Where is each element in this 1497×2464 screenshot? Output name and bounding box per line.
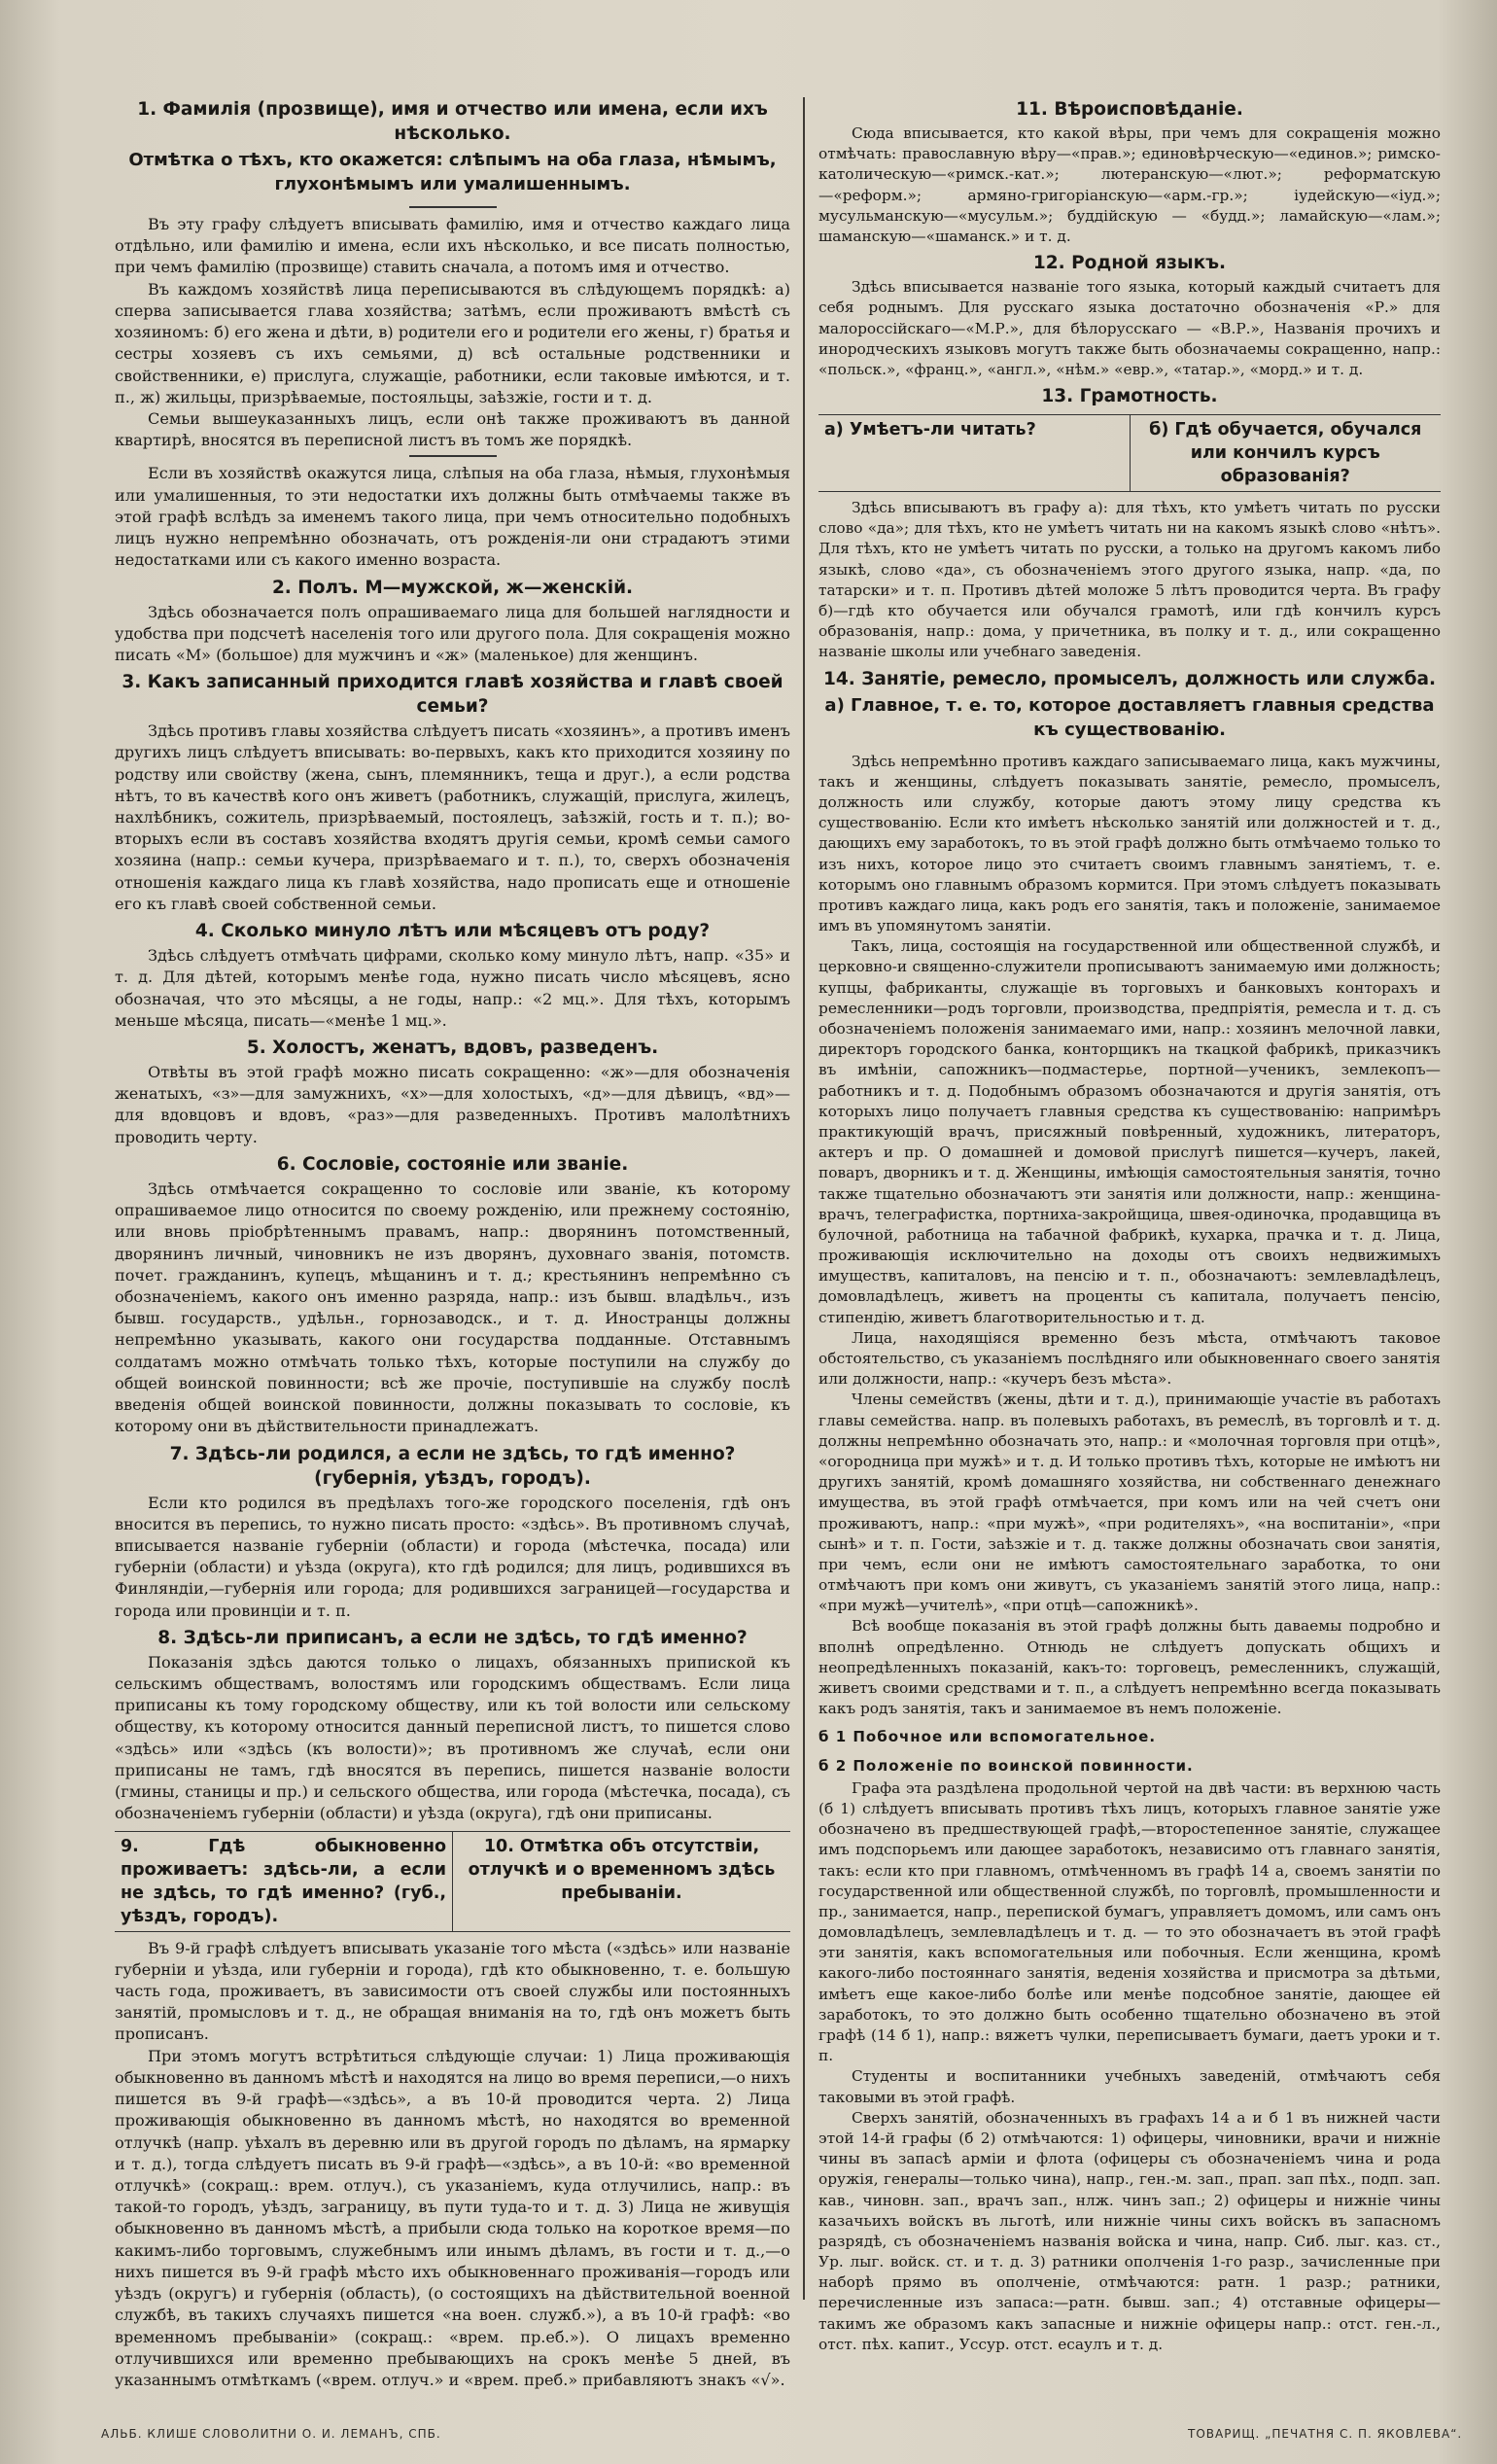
paragraph: Здѣсь вписывается названіе того языка, который каждый считаетъ для себя роднымъ. Для русскаго языка достаточно обозначенія «Р.» для малороссійскаго—«М.Р.», для бѣлорусскаго — «В.Р.», Названія прочихъ и инородческихъ языковъ могутъ также быть обозначаемы сокращенно, напр.: «польск.», «франц.», «англ.», «нѣм.» «евр.», «татар.», «морд.» и т. д. <box>818 278 1441 378</box>
section-14-title: 14. Занятіе, ремесло, промыселъ, должность или служба. <box>822 668 1436 689</box>
section-13b-title: б) Гдѣ обучается, обучался или кончилъ курсъ образованія? <box>1130 415 1442 491</box>
section-14b2-title: б 2 Положеніе по воинской повинности. <box>818 1756 1194 1775</box>
paragraph: Показанія здѣсь даются только о лицахъ, обязанныхъ припиской къ сельскимъ обществамъ, волостямъ или городскимъ обществамъ. Если лица приписаны къ тому городскому обществу, или къ той волости или сельскому обществу, къ которому относится данный переписной листъ, то пишется слово «здѣсь» или «здѣсь (къ волости)»; въ противномъ же случаѣ, если они приписаны не тамъ, гдѣ вносятся въ перепись, пишется названіе волости (гмины, станицы и пр.) и сельского общества, или города (мѣстечка, посада), съ обозначеніемъ губерніи (области) и уѣзда (округа), гдѣ они приписаны. <box>115 1652 790 1823</box>
paragraph: Такъ, лица, состоящія на государственной или общественной службѣ, и церковно-и священно-служители прописываютъ занимаемую ими должность; купцы, фабриканты, служащіе въ торговыхъ и банковыхъ конторахъ и ремесленники—родъ торговли, производства, предпріятія, ремесла и т. д. съ обозначеніемъ положенія занимаемаго ими, напр.: хозяинъ мелочной лавки, директоръ городского банка, конторщикъ на ткацкой фабрикѣ, приказчикъ въ имѣніи, сапожникъ—подмастерье, портной—ученикъ, землекопъ—работникъ и т. д. Подобнымъ образомъ обозначаются и другія занятія, отъ которыхъ лицо получаетъ главныя средства къ существованію: напримѣръ практикующій врачъ, присяжный повѣренный, художникъ, литераторъ, актеръ и пр. О домашней и домовой прислугѣ пишется—кучеръ, лакей, поваръ, дворникъ и т. д. Женщины, имѣющія самостоятельныя занятія, точно также тщательно обозначаютъ эти занятія или должности, напр.: женщина-врачъ, телеграфистка, портниха-закройщица, швея-одиночка, продавщица въ булочной, работница на табачной фабрикѣ, кухарка, прачка и т. д. Лица, проживающія исключительно на доходы отъ своихъ недвижимыхъ имуществъ, капиталовъ, на пенсію и т. п., обозначаютъ: землевладѣлецъ, домовладѣлецъ, живетъ на проценты съ капитала, получаетъ пенсію, стипендію, живетъ благотворительностью и т. д. <box>818 937 1441 1326</box>
section-1-subtitle: Отмѣтка о тѣхъ, кто окажется: слѣпымъ на оба глаза, нѣмымъ, глухонѣмымъ или умалишеннымъ. <box>128 150 777 194</box>
paragraph: Здѣсь вписываютъ въ графу а): для тѣхъ, кто умѣетъ читать по русски слово «да»; для тѣхъ, кто не умѣетъ читать ни на какомъ языкѣ слово «нѣтъ». Для тѣхъ, кто не умѣетъ читать по русски, а только на другомъ какомъ либо языкѣ, слово «да», съ обозначеніемъ этого другого языка, напр. «да, по татарски» и т. п. Противъ дѣтей моложе 5 лѣтъ проводится черта. Въ графу б)—гдѣ кто обучается или обучался грамотѣ, или гдѣ кончилъ курсъ образованія, напр.: дома, у причетника, въ полку и т. д., или сокращенно названіе школы или учебнаго заведенія. <box>818 499 1441 661</box>
section-13-title: 13. Грамотность. <box>1041 386 1218 407</box>
section-14a-title: а) Главное, т. е. то, которое доставляетъ главныя средства къ существованію. <box>824 694 1435 740</box>
section-4-title: 4. Сколько минуло лѣтъ или мѣсяцевъ отъ роду? <box>194 921 711 942</box>
paragraph: Здѣсь непремѣнно противъ каждаго записываемаго лица, какъ мужчины, такъ и женщины, слѣдуетъ показывать занятіе, ремесло, промыселъ, должность или службу, которые даютъ этому лицу средства къ существованію. Если кто имѣетъ нѣсколько занятій или должностей и т. д., дающихъ ему заработокъ, то въ этой графѣ должно быть отмѣчаемо только то изъ нихъ, которое лицо это считаетъ своимъ главнымъ занятіемъ, т. е. которымъ оно главнымъ образомъ кормится. При этомъ слѣдуетъ показывать противъ каждаго лица, какъ родъ его занятія, такъ и положеніе, занимаемое имъ въ упомянутомъ занятіи. <box>818 752 1441 935</box>
paragraph: Члены семействъ (жены, дѣти и т. д.), принимающіе участіе въ работахъ главы семейства. напр. въ полевыхъ работахъ, въ ремеслѣ, въ торговлѣ и т. д. должны непремѣнно обозначать это, напр.: и «молочная торговля при отцѣ», «огородница при мужѣ» и т. д. И только противъ тѣхъ, которые не имѣютъ ни другихъ занятій, кромѣ домашняго хозяйства, ни собственнаго денежнаго имущества, въ этой графѣ отмѣчается, при комъ или на чей счетъ они проживаютъ, напр.: «при мужѣ», «при родителяхъ», «на воспитаніи», «при сынѣ» и т. п. Гости, заѣзжіе и т. д. также должны обозначать свои занятія, при чемъ, если они не имѣютъ самостоятельнаго заработка, то они отмѣчаютъ при комъ они живутъ, съ указаніемъ занятій этого лица, напр.: «при мужѣ—учителѣ», «при отцѣ—сапожникѣ». <box>818 1390 1441 1615</box>
paragraph: Здѣсь противъ главы хозяйства слѣдуетъ писать «хозяинъ», а противъ именъ другихъ лицъ слѣдуетъ вписывать: во-первыхъ, какъ кто приходится хозяину по родству или свойству (жена, сынъ, племянникъ, теща и друг.), а если родства нѣтъ, то въ качествѣ кого онъ живетъ (работникъ, служащій, прислуга, жилецъ, нахлѣбникъ, сожитель, призрѣваемый, постоялецъ, заѣзжій, гость и т. п.); во-вторыхъ если въ составъ хозяйства входятъ другія семьи, кромѣ семьи самого хозяина (напр.: семьи кучера, призрѣваемаго и т. п.), то, сверхъ обозначенія отношенія каждаго лица къ главѣ хозяйства, надо прописать еще и отношеніе его къ главѣ своей собственной семьи. <box>115 722 790 913</box>
section-8-title: 8. Здѣсь-ли приписанъ, а если не здѣсь, то гдѣ именно? <box>157 1627 748 1648</box>
section-2-title: 2. Полъ. М—мужской, ж—женскій. <box>271 577 634 598</box>
paragraph: Въ эту графу слѣдуетъ вписывать фамилію, имя и отчество каждаго лица отдѣльно, или фамилію и имена, если ихъ нѣсколько, и все писать полностью, при чемъ фамилію (прозвище) ставить сначала, а потомъ имя и отчество. <box>115 215 790 277</box>
paragraph: Если въ хозяйствѣ окажутся лица, слѣпыя на оба глаза, нѣмыя, глухонѣмыя или умалишенныя, то эти недостатки ихъ должны быть отмѣчаемы также въ этой графѣ вслѣдъ за именемъ такого лица, при чемъ относительно подобныхъ лицъ нужно непремѣнно обозначать, отъ рожденія-ли они страдаютъ этими недостатками или съ какого именно возраста. <box>115 464 790 570</box>
section-9-10-header <box>115 1831 790 1932</box>
divider-line <box>409 206 497 208</box>
section-13a-title: а) Умѣетъ-ли читать? <box>824 420 1036 440</box>
section-13-subheaders <box>818 414 1441 492</box>
paragraph: Если кто родился въ предѣлахъ того-же городского поселенія, гдѣ онъ вносится въ перепись, то нужно писать просто: «здѣсь». Въ противномъ случаѣ, вписывается названіе губерніи (области) и города (мѣстечка, посада) или губерніи (области) и уѣзда (округа), кто гдѣ родился; для лицъ, родившихся въ Финляндіи,—губернія или города; для родившихся заграницей—государства и города или провинціи и т. п. <box>115 1493 790 1620</box>
divider-line <box>409 455 497 457</box>
section-7-title: 7. Здѣсь-ли родился, а если не здѣсь, то гдѣ именно? (губернія, уѣздъ, городъ). <box>169 1443 736 1489</box>
section-10-title: 10. Отмѣтка объ отсутствіи, отлучкѣ и о временномъ здѣсь пребываніи. <box>452 1832 790 1931</box>
footer-left-imprint: АЛЬБ. КЛИШЕ СЛОВОЛИТНИ О. И. ЛЕМАНЪ, СПБ. <box>101 2427 441 2441</box>
section-3-title: 3. Какъ записанный приходится главѣ хозяйства и главѣ своей семьи? <box>122 672 783 718</box>
column-divider <box>803 97 805 2300</box>
section-6-title: 6. Сословіе, состояніе или званіе. <box>276 1153 629 1175</box>
paragraph: Графа эта раздѣлена продольной чертой на двѣ части: въ верхнюю часть (б 1) слѣдуетъ вписывать противъ тѣхъ лицъ, которыхъ главное занятіе уже обозначено въ предшествующей графѣ,—второстепенное занятіе, служащее имъ подспорьемъ или дающее заработокъ, независимо отъ главнаго занятія, такъ: если кто при главномъ, отмѣченномъ въ графѣ 14 а, своемъ занятіи по государственной или общественной службѣ, по торговлѣ, промышленности и пр., занимается, напр., перепиской бумагъ, управляетъ домомъ, или самъ онъ домовладѣлецъ, землевладѣлецъ и т. д. — то это обозначаетъ въ этой графѣ эти занятія, какъ вспомогательныя или побочныя. Если женщина, кромѣ какого-либо постояннаго занятія, веденія хозяйства и присмотра за дѣтьми, имѣетъ еще какое-либо болѣе или менѣе подсобное занятіе, дающее ей заработокъ, то это должно быть особенно тщательно обозначено въ этой графѣ (14 б 1), напр.: вяжетъ чулки, переписываетъ бумаги, даетъ уроки и т. п. <box>818 1778 1441 2065</box>
left-column <box>115 93 790 2391</box>
section-9-title: 9. Гдѣ обыкновенно проживаетъ: здѣсь-ли, а если не здѣсь, то гдѣ именно? (губ., уѣздъ, городъ). <box>121 1836 446 1926</box>
right-column <box>818 93 1441 2355</box>
paragraph: Въ каждомъ хозяйствѣ лица переписываются въ слѣдующемъ порядкѣ: а) сперва записывается глава хозяйства; затѣмъ, если проживаютъ вмѣстѣ съ хозяиномъ: б) его жена и дѣти, в) родители его и родители его жены, г) братья и сестры хозяевъ съ ихъ семьями, д) всѣ остальные родственники и свойственники, е) прислуга, служащіе, работники, если таковые имѣются, и т. п., ж) жильцы, призрѣваемые, постояльцы, заѣзжіе, гости и т. д. <box>115 279 790 406</box>
paragraph: Сюда вписывается, кто какой вѣры, при чемъ для сокращенія можно отмѣчать: православную вѣру—«прав.»; единовѣрческую—«единов.»; римско-католическую—«римск.-кат.»; лютеранскую—«лют.»; реформатскую—«реформ.»; армяно-григоріанскую—«арм.-гр.»; іудейскую—«іуд.»; мусульманскую—«мусульм.»; буддійскую — «будд.»; ламайскую—«лам.»; шаманскую—«шаманск.» и т. д. <box>818 124 1441 245</box>
paragraph: Здѣсь слѣдуетъ отмѣчать цифрами, сколько кому минуло лѣтъ, напр. «35» и т. д. Для дѣтей, которымъ менѣе года, нужно писать число мѣсяцевъ, ясно обозначая, что это мѣсяцы, а не годы, напр.: «2 мц.». Для тѣхъ, которымъ меньше мѣсяца, писать—«менѣе 1 мц.». <box>115 946 790 1030</box>
section-5-title: 5. Холостъ, женатъ, вдовъ, разведенъ. <box>246 1038 659 1058</box>
paragraph: Лица, находящіяся временно безъ мѣста, отмѣчаютъ таковое обстоятельство, съ указаніемъ послѣдняго или обыкновеннаго своего занятія или должности, напр.: «кучеръ безъ мѣста». <box>818 1328 1441 1389</box>
section-14b1-title: б 1 Побочное или вспомогательное. <box>818 1728 1157 1746</box>
paragraph: Семьи вышеуказанныхъ лицъ, если онѣ также проживаютъ въ данной квартирѣ, вносятся въ переписной листъ въ томъ же порядкѣ. <box>115 408 790 450</box>
section-11-title: 11. Вѣроисповѣданіе. <box>1016 99 1243 120</box>
paragraph: Здѣсь отмѣчается сокращенно то сословіе или званіе, къ которому опрашиваемое лицо относится по своему рожденію, или прежнему состоянію, или вновь пріобрѣтеннымъ правамъ, напр.: дворянинъ потомственный, дворянинъ личный, чиновникъ не изъ дворянъ, духовнаго званія, потомств. почет. гражданинъ, купецъ, мѣщанинъ и т. д.; крестьянинъ непремѣнно съ обозначеніемъ, какого онъ именно разряда, напр.: изъ бывш. владѣльч., изъ бывш. государств., удѣльн., горнозаводск., и т. д. Иностранцы должны непремѣнно указывать, какого они государства подданные. Отставнымъ солдатамъ можно отмѣчать только тѣхъ, которые поступили на службу до общей воинской повинности; всѣ же прочіе, поступившіе на службу послѣ введенія общей воинской повинности, должны показывать то сословіе, къ которому они въ дѣйствительности принадлежатъ. <box>115 1179 790 1436</box>
paragraph: Въ 9-й графѣ слѣдуетъ вписывать указаніе того мѣста («здѣсь» или названіе губерніи и уѣзда, или губерніи и города), гдѣ кто обыкновенно, т. е. большую часть года, проживаетъ, въ зависимости отъ своей службы или постоянныхъ занятій, промысловъ и т. д., не обращая вниманія на то, гдѣ онъ можетъ быть прописанъ. <box>115 1938 790 2044</box>
paragraph: Отвѣты въ этой графѣ можно писать сокращенно: «ж»—для обозначенія женатыхъ, «з»—для замужнихъ, «х»—для холостыхъ, «д»—для дѣвицъ, «вд»—для вдовцовъ и вдовъ, «раз»—для разведенныхъ. Противъ малолѣтнихъ проводить черту. <box>115 1063 790 1146</box>
paragraph: Студенты и воспитанники учебныхъ заведеній, отмѣчаютъ себя таковыми въ этой графѣ. <box>818 2067 1441 2106</box>
paragraph: При этомъ могутъ встрѣтиться слѣдующіе случаи: 1) Лица проживающія обыкновенно въ данномъ мѣстѣ и находятся на лицо во время переписи,—о нихъ пишется въ 9-й графѣ—«здѣсь», а въ 10-й проводится черта. 2) Лица проживающія обыкновенно въ данномъ мѣстѣ, но находятся во временной отлучкѣ (напр. уѣхалъ въ деревню или въ другой городъ по дѣламъ, на ярмарку и т. д.), тогда слѣдуетъ писать въ 9-й графѣ—«здѣсь», а въ 10-й: «во временной отлучкѣ» (сокращ.: врем. отлуч.), съ указаніемъ, куда отлучились, напр.: въ такой-то городъ, уѣздъ, заграницу, въ пути туда-то и т. д. 3) Лица не живущія обыкновенно въ данномъ мѣстѣ, а прибыли сюда только на короткое время—по какимъ-либо торговымъ, служебнымъ или инымъ дѣламъ, въ гости и т. д.,—о нихъ пишется въ 9-й графѣ мѣсто ихъ обыкновеннаго проживанія—городъ или уѣздъ (округъ) и губернія (область), (о состоящихъ на дѣйствительной военной службѣ, въ такихъ случаяхъ пишется «на воен. служб.»), а въ 10-й графѣ: «во временномъ пребываніи» (сокращ.: «врем. пр.еб.»). О лицахъ временно отлучившихся или временно пребывающихъ на срокъ менѣе 5 дней, въ указаннымъ отмѣткамъ («врем. отлуч.» и «врем. преб.» прибавляютъ знакъ «√». <box>115 2046 790 2389</box>
paragraph: Сверхъ занятій, обозначенныхъ въ графахъ 14 а и б 1 въ нижней части этой 14-й графы (б 2) отмѣчаются: 1) офицеры, чиновники, врачи и нижніе чины въ запасѣ арміи и флота (офицеры съ обозначеніемъ чина и рода оружія, генералы—только чина), напр., ген.-м. зап., прап. зап пѣх., подп. зап. кав., чиновн. зап., врачъ зап., нлж. чинъ зап.; 2) офицеры и нижніе чины казачьихъ войскъ въ льготѣ, или нижніе чины сихъ войскъ въ запасномъ разрядѣ, съ обозначеніемъ названія войска и чина, напр. Сиб. лыг. каз. ст., Ур. лыг. войск. ст. и т. д. 3) ратники ополченія 1-го разр., зачисленные при наборѣ прямо въ ополченіе, отмѣчаются: ратн. 1 разр.; ратники, перечисленные изъ запаса:—ратн. бывш. зап.; 4) отставные офицеры—такимъ же образомъ какъ запасные и нижніе офицеры напр.: отст. ген.-л., отст. пѣх. капит., Уссур. отст. есаулъ и т. д. <box>818 2108 1441 2353</box>
section-12-title: 12. Родной языкъ. <box>1032 253 1227 274</box>
paragraph: Всѣ вообще показанія въ этой графѣ должны быть даваемы подробно и вполнѣ опредѣленно. Отнюдь не слѣдуетъ допускать общихъ и неопредѣленныхъ показаній, какъ-то: торговецъ, ремесленникъ, служащій, живетъ своими средствами и т. п., а слѣдуетъ непремѣнно всегда показывать какъ родъ занятія, такъ и занимаемое въ немъ положеніе. <box>818 1617 1441 1718</box>
footer-right-imprint: ТОВАРИЩ. „ПЕЧАТНЯ С. П. ЯКОВЛЕВА“. <box>1188 2427 1463 2441</box>
paragraph: Здѣсь обозначается полъ опрашиваемаго лица для большей наглядности и удобства при подсчетѣ населенія того или другого пола. Для сокращенія можно писать «М» (большое) для мужчинъ и «ж» (маленькое) для женщинъ. <box>115 602 790 664</box>
section-1-title: 1. Фамилія (прозвище), имя и отчество или имена, если ихъ нѣсколько. <box>137 99 768 144</box>
